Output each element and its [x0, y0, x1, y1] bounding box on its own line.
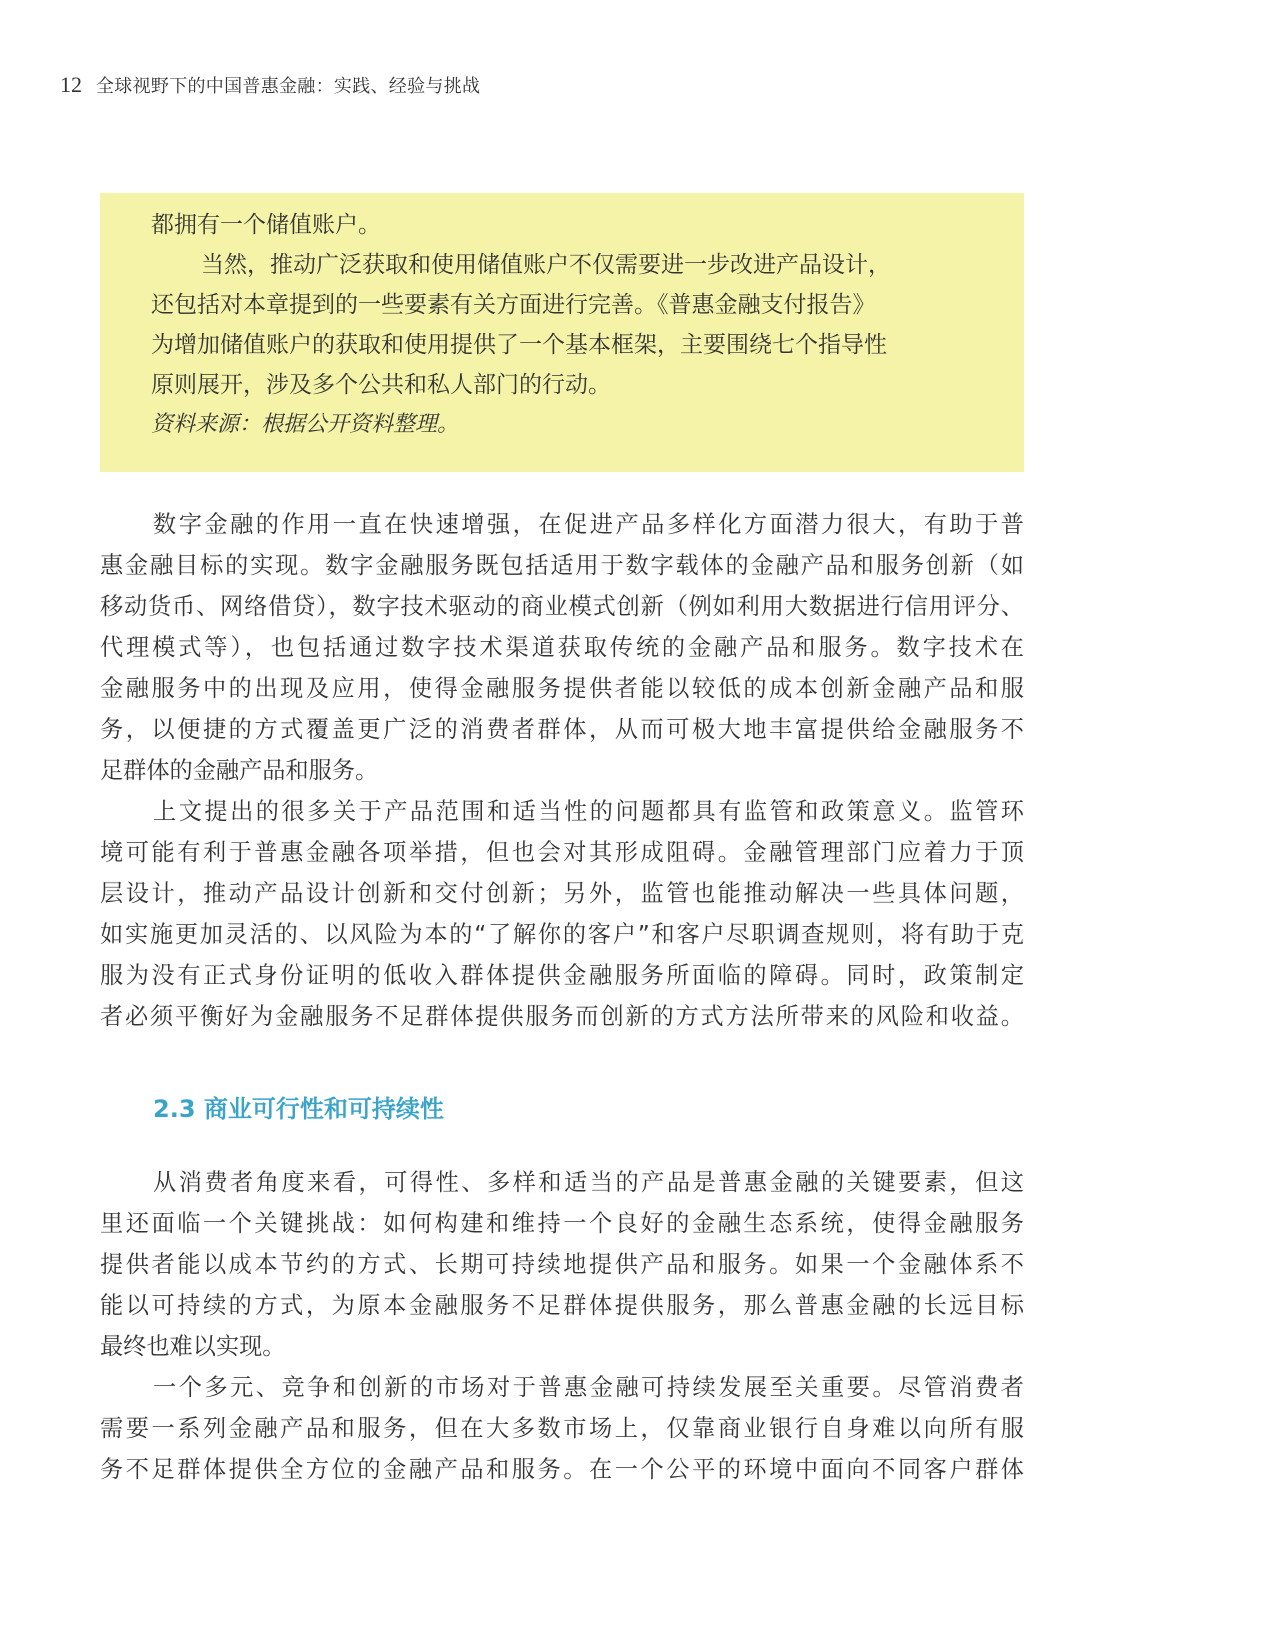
paragraph-line: 里还面临一个关键挑战：如何构建和维持一个良好的金融生态系统，使得金融服务	[100, 1210, 1024, 1237]
paragraph-line: 提供者能以成本节约的方式、长期可持续地提供产品和服务。如果一个金融体系不	[100, 1251, 1024, 1278]
paragraph-line: 数字金融的作用一直在快速增强，在促进产品多样化方面潜力很大，有助于普	[153, 511, 1024, 538]
box-line: 为增加储值账户的获取和使用提供了一个基本框架，主要围绕七个指导性	[151, 332, 887, 358]
paragraph-line: 者必须平衡好为金融服务不足群体提供服务而创新的方式方法所带来的风险和收益。	[100, 1003, 1024, 1030]
source-note: 资料来源：根据公开资料整理。	[151, 412, 460, 437]
paragraph-line: 境可能有利于普惠金融各项举措，但也会对其形成阻碍。金融管理部门应着力于顶	[100, 839, 1024, 866]
book-title: 全球视野下的中国普惠金融：实践、经验与挑战	[96, 76, 481, 97]
paragraph-line: 惠金融目标的实现。数字金融服务既包括适用于数字载体的金融产品和服务创新（如	[100, 552, 1024, 579]
running-header	[60, 72, 480, 102]
paragraph-line: 代理模式等），也包括通过数字技术渠道获取传统的金融产品和服务。数字技术在	[100, 634, 1024, 661]
page-number: 12	[60, 72, 82, 97]
paragraph-line: 服为没有正式身份证明的低收入群体提供金融服务所面临的障碍。同时，政策制定	[100, 962, 1024, 989]
paragraph-line: 需要一系列金融产品和服务，但在大多数市场上，仅靠商业银行自身难以向所有服	[100, 1415, 1024, 1442]
paragraph-line: 上文提出的很多关于产品范围和适当性的问题都具有监管和政策意义。监管环	[153, 798, 1024, 825]
paragraph-line: 足群体的金融产品和服务。	[100, 757, 379, 784]
paragraph-line: 最终也难以实现。	[100, 1333, 286, 1360]
paragraph-line: 务，以便捷的方式覆盖更广泛的消费者群体，从而可极大地丰富提供给金融服务不	[100, 716, 1024, 743]
box-line: 还包括对本章提到的一些要素有关方面进行完善。《普惠金融支付报告》	[151, 292, 876, 318]
paragraph-line: 务不足群体提供全方位的金融产品和服务。在一个公平的环境中面向不同客户群体	[100, 1456, 1024, 1483]
paragraph-line: 一个多元、竞争和创新的市场对于普惠金融可持续发展至关重要。尽管消费者	[153, 1374, 1024, 1401]
paragraph-line: 能以可持续的方式，为原本金融服务不足群体提供服务，那么普惠金融的长远目标	[100, 1292, 1024, 1319]
box-line: 原则展开，涉及多个公共和私人部门的行动。	[151, 372, 611, 398]
paragraph-line: 从消费者角度来看，可得性、多样和适当的产品是普惠金融的关键要素，但这	[153, 1169, 1024, 1196]
highlight-box	[100, 193, 1024, 472]
paragraph-line: 金融服务中的出现及应用，使得金融服务提供者能以较低的成本创新金融产品和服	[100, 675, 1024, 702]
section-heading: 2.3 商业可行性和可持续性	[153, 1095, 444, 1123]
box-line: 当然，推动广泛获取和使用储值账户不仅需要进一步改进产品设计，	[201, 252, 891, 278]
paragraph-line: 如实施更加灵活的、以风险为本的“了解你的客户”和客户尽职调查规则，将有助于克	[100, 921, 1024, 948]
paragraph-line: 移动货币、网络借贷），数字技术驱动的商业模式创新（例如利用大数据进行信用评分、	[100, 593, 1024, 620]
paragraph-line: 层设计，推动产品设计创新和交付创新；另外，监管也能推动解决一些具体问题，	[100, 880, 1024, 907]
box-line: 都拥有一个储值账户。	[151, 212, 381, 238]
